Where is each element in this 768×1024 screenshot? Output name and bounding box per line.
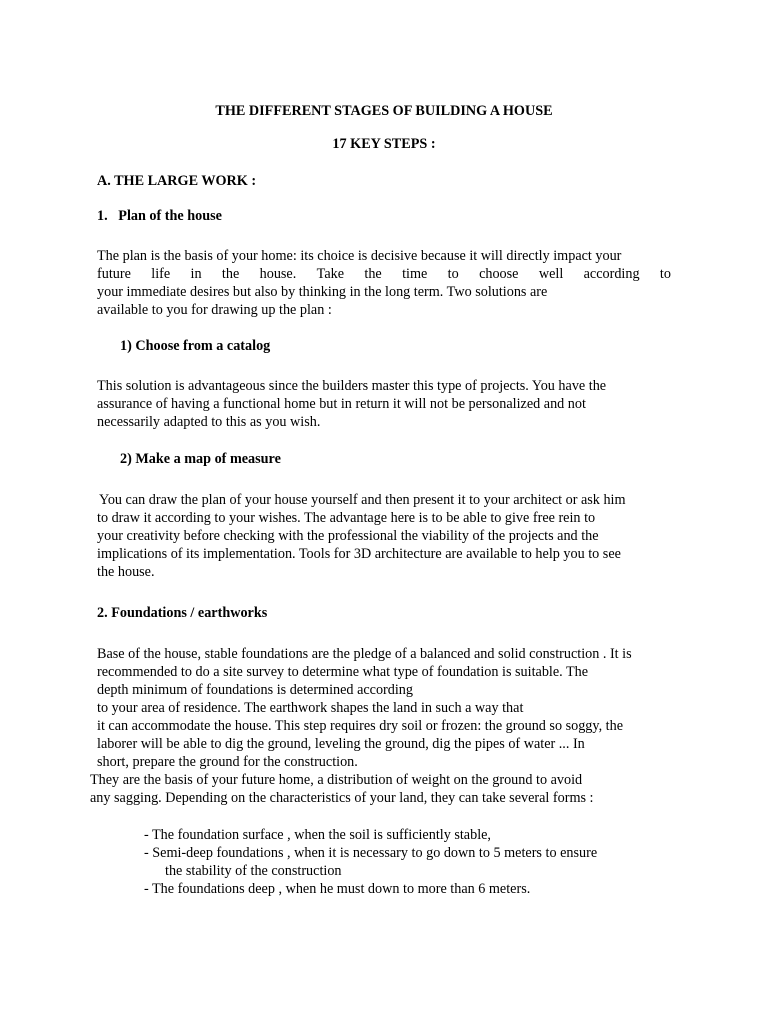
justified-word: the	[364, 266, 382, 282]
step1-paragraph-line: your immediate desires but also by thinking in the long term. Two solutions are	[97, 284, 548, 300]
step2-line: Base of the house, stable foundations are the pledge of a balanced and solid construction . It is	[97, 646, 632, 662]
step1-heading: 1. Plan of the house	[97, 208, 222, 224]
justified-word: according	[583, 266, 640, 282]
justified-word: life	[151, 266, 171, 282]
option2-heading: 2) Make a map of measure	[120, 451, 281, 467]
step2-line: They are the basis of your future home, a distribution of weight on the ground to avoid	[90, 772, 583, 788]
option2-line: your creativity before checking with the professional the viability of the projects and the	[97, 528, 599, 544]
foundation-bullet: - The foundations deep , when he must down to more than 6 meters.	[144, 881, 531, 897]
step1-paragraph-justified-line	[97, 265, 671, 283]
step1-paragraph-line: The plan is the basis of your home: its choice is decisive because it will directly impact your	[97, 248, 622, 264]
step2-line: it can accommodate the house. This step requires dry soil or frozen: the ground so soggy, the	[97, 718, 623, 734]
foundation-bullet: - Semi-deep foundations , when it is necessary to go down to 5 meters to ensure	[144, 845, 598, 861]
foundation-bullet-continuation: the stability of the construction	[165, 863, 342, 879]
step2-line: recommended to do a site survey to determine what type of foundation is suitable. The	[97, 664, 589, 680]
option2-line: You can draw the plan of your house yourself and then present it to your architect or ask him	[99, 492, 626, 508]
justified-word: in	[190, 266, 202, 282]
option2-line: the house.	[97, 564, 155, 580]
justified-word: well	[538, 266, 564, 282]
section-a-heading: A. THE LARGE WORK :	[97, 173, 257, 189]
justified-word: the	[221, 266, 240, 282]
option2-line: to draw it according to your wishes. The advantage here is to be able to give free rein to	[97, 510, 596, 526]
option1-line: assurance of having a functional home but in return it will not be personalized and not	[97, 396, 586, 412]
justified-word: choose	[479, 266, 519, 282]
option1-heading: 1) Choose from a catalog	[120, 338, 271, 354]
justified-word: Take	[316, 266, 345, 282]
step1-paragraph-line: available to you for drawing up the plan :	[97, 302, 332, 318]
justified-word: to	[447, 266, 459, 282]
foundation-bullet: - The foundation surface , when the soil is sufficiently stable,	[144, 827, 491, 843]
step2-line: laborer will be able to dig the ground, leveling the ground, dig the pipes of water ... In	[97, 736, 585, 752]
step2-line: short, prepare the ground for the construction.	[97, 754, 358, 770]
option2-line: implications of its implementation. Tools for 3D architecture are available to help you to see	[97, 546, 621, 562]
document-subtitle: 17 KEY STEPS :	[332, 136, 436, 152]
document-title: THE DIFFERENT STAGES OF BUILDING A HOUSE	[215, 103, 553, 119]
justified-word: to	[659, 266, 671, 282]
option1-line: This solution is advantageous since the builders master this type of projects. You have the	[97, 378, 607, 394]
option1-line: necessarily adapted to this as you wish.	[97, 414, 321, 430]
justified-word: house.	[259, 266, 297, 282]
step2-line: any sagging. Depending on the characteristics of your land, they can take several forms :	[90, 790, 594, 806]
step2-line: to your area of residence. The earthwork shapes the land in such a way that	[97, 700, 524, 716]
step2-heading: 2. Foundations / earthworks	[97, 605, 268, 621]
step2-line: depth minimum of foundations is determined according	[97, 682, 413, 698]
justified-word: time	[402, 266, 428, 282]
justified-word: future	[97, 266, 131, 282]
